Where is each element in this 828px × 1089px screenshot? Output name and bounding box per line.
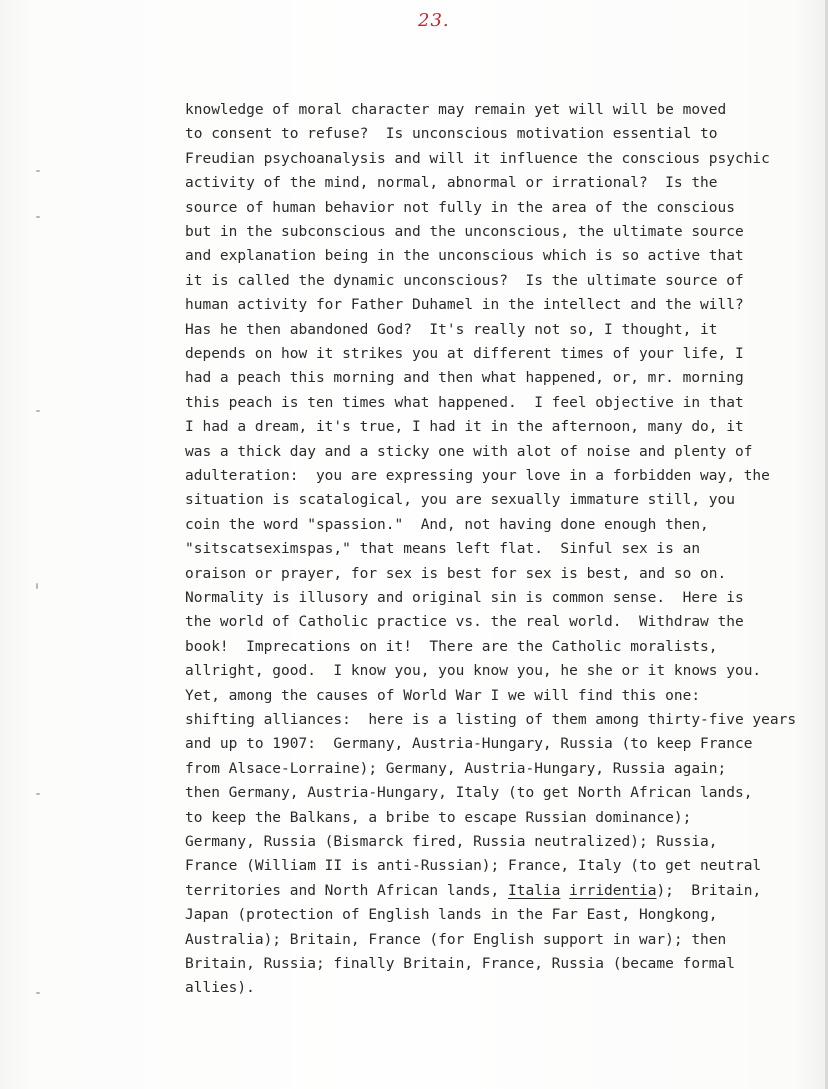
text-line: shifting alliances: here is a listing of them among thirty-five years: [185, 712, 797, 728]
text-line: activity of the mind, normal, abnormal or irrational? Is the: [185, 175, 718, 192]
text-line: "sitscatseximspas," that means left flat. Sinful sex is an: [185, 541, 701, 558]
text-line: then Germany, Austria-Hungary, Italy (to get North African lands,: [185, 785, 753, 802]
margin-speck: [36, 793, 40, 795]
margin-speck: [36, 170, 40, 172]
text-line: and up to 1907: Germany, Austria-Hungary, Russia (to keep France: [185, 736, 753, 753]
text-line: allies).: [185, 980, 255, 997]
text-line: Germany, Russia (Bismarck fired, Russia neutralized); Russia,: [185, 834, 718, 850]
text-line: the world of Catholic practice vs. the real world. Withdraw the: [185, 614, 744, 631]
text-line: Britain, Russia; finally Britain, France, Russia (became formal: [185, 956, 735, 972]
text-line: Freudian psychoanalysis and will it influence the conscious psychic: [185, 150, 770, 167]
text-segment: territories and North African lands,: [185, 882, 509, 899]
text-line: Yet, among the causes of World War I we will find this one:: [185, 687, 701, 704]
text-line-with-underline: [185, 879, 761, 903]
text-line: source of human behavior not fully in the area of the conscious: [185, 199, 735, 216]
text-line: adulteration: you are expressing your love in a forbidden way, the: [185, 468, 770, 484]
text-line: allright, good. I know you, you know you, he she or it knows you.: [185, 663, 762, 680]
text-line: Australia); Britain, France (for English support in war); then: [185, 931, 727, 948]
text-line: book! Imprecations on it! There are the Catholic moralists,: [185, 638, 718, 655]
handwritten-page-number: 23.: [418, 10, 450, 31]
margin-speck: [36, 410, 40, 412]
underlined-term-irridentia: irridentia: [569, 882, 657, 899]
text-line: to consent to refuse? Is unconscious motivation essential to: [185, 126, 718, 143]
text-line: from Alsace-Lorraine); Germany, Austria-Hungary, Russia again;: [185, 760, 727, 777]
margin-speck: [36, 216, 40, 218]
margin-speck: [36, 583, 38, 589]
text-line: to keep the Balkans, a bribe to escape Russian dominance);: [185, 809, 692, 826]
text-line: Has he then abandoned God? It's really not so, I thought, it: [185, 321, 718, 338]
text-line: this peach is ten times what happened. I feel objective in that: [185, 394, 744, 411]
text-line: but in the subconscious and the unconscious, the ultimate source: [185, 224, 744, 240]
text-line: Japan (protection of English lands in the Far East, Hongkong,: [185, 907, 718, 924]
text-line: Normality is illusory and original sin is common sense. Here is: [185, 590, 744, 606]
text-line: situation is scatalogical, you are sexually immature still, you: [185, 492, 735, 509]
text-line: human activity for Father Duhamel in the intellect and the will?: [185, 297, 744, 314]
text-line: I had a dream, it's true, I had it in the afternoon, many do, it: [185, 419, 744, 436]
text-line: depends on how it strikes you at different times of your life, I: [185, 346, 744, 362]
text-line: it is called the dynamic unconscious? Is the ultimate source of: [185, 272, 744, 289]
text-line: oraison or prayer, for sex is best for sex is best, and so on.: [185, 565, 727, 582]
text-line: France (William II is anti-Russian); France, Italy (to get neutral: [185, 858, 762, 875]
text-line: and explanation being in the unconscious which is so active that: [185, 248, 744, 265]
text-line: had a peach this morning and then what happened, or, mr. morning: [185, 370, 744, 387]
text-line: coin the word "spassion." And, not having done enough then,: [185, 516, 709, 533]
underlined-term-italia: Italia: [508, 882, 561, 899]
margin-speck: [36, 992, 40, 994]
text-line: was a thick day and a sticky one with alot of noise and plenty of: [185, 443, 753, 460]
text-segment: [560, 883, 569, 899]
text-line: knowledge of moral character may remain yet will will be moved: [185, 102, 727, 118]
text-segment: ); Britain,: [656, 882, 762, 899]
